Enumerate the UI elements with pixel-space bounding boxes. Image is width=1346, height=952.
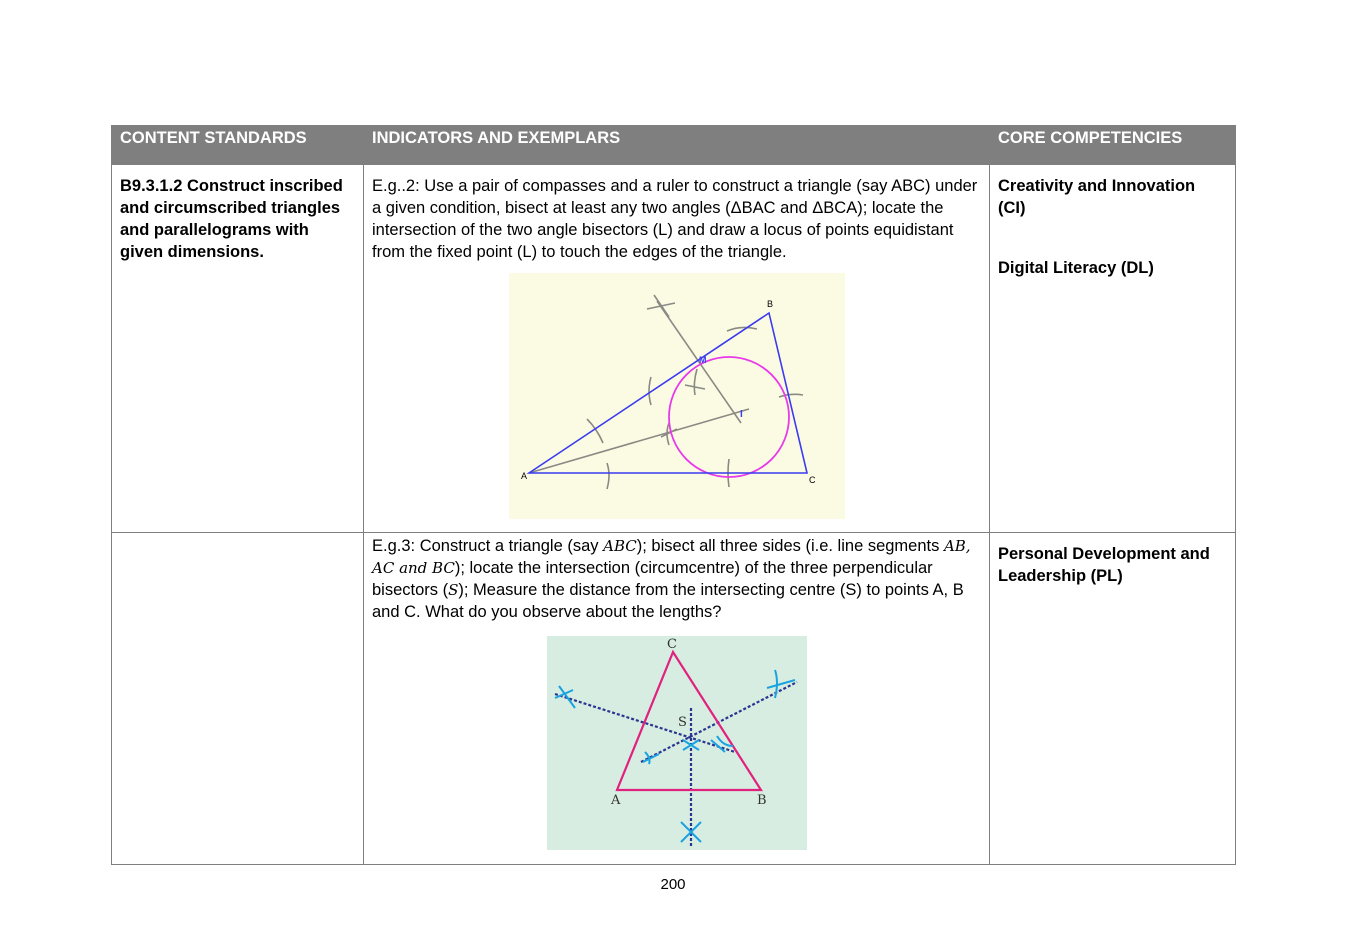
indicator-cell — [364, 533, 990, 865]
competencies-cell — [990, 165, 1236, 533]
vertex-label-b: B — [757, 793, 767, 808]
math-segments: AB, AC and BC — [372, 537, 971, 577]
vertex-label-c: C — [809, 475, 816, 485]
figure-background — [509, 273, 845, 519]
table-row — [112, 165, 1236, 533]
page-number: 200 — [660, 876, 686, 893]
competencies-cell — [990, 533, 1236, 865]
vertex-label-a: A — [611, 793, 621, 808]
circumcentre-construction-figure — [547, 636, 807, 850]
table-header-row — [112, 126, 1236, 165]
curriculum-table — [111, 125, 1236, 865]
header-core-competencies: CORE COMPETENCIES — [990, 126, 1236, 165]
incentre-label-i: I — [740, 409, 743, 420]
circumcentre-construction-diagram — [547, 636, 807, 850]
content-standard-cell — [112, 533, 364, 865]
point-label-m: M — [699, 355, 707, 365]
competency-pl: Personal Development and Leadership (PL) — [998, 545, 1210, 585]
competency-dl: Digital Literacy (DL) — [998, 259, 1154, 277]
vertex-label-a: A — [521, 471, 528, 481]
incircle-construction-figure — [509, 273, 845, 519]
incircle-construction-diagram — [509, 273, 845, 519]
math-abc: ABC — [603, 537, 637, 555]
content-standard-cell — [112, 165, 364, 533]
indicator-cell — [364, 165, 990, 533]
indicator-text: E.g..2: Use a pair of compasses and a ruler to construct a triangle (say ABC) under a given condition, bisect at least any two angles (ΔBAC and ΔBCA); locate the intersection of the two angle bisectors (L) and draw a locus of points equidistant from the fixed point (L) to touch the edges of the triangle. — [372, 177, 978, 261]
header-indicators-exemplars: INDICATORS AND EXEMPLARS — [364, 126, 990, 165]
table-row — [112, 533, 1236, 865]
vertex-label-b: B — [767, 299, 774, 309]
math-s: S — [448, 581, 459, 599]
content-standard-text: B9.3.1.2 Construct inscribed and circumscribed triangles and parallelograms with given dimensions. — [120, 177, 343, 261]
content-standard-text — [112, 533, 363, 543]
circumcentre-label-s: S — [678, 715, 687, 730]
vertex-label-c: C — [667, 637, 677, 652]
indicator-text: E.g.3: Construct a triangle (say ABC); bisect all three sides (i.e. line segments AB, AC and BC); locate the intersection (circumcentre) of the three perpendicular bisectors (S); Measure the distance from the intersecting centre (S) to points A, B and C. What do you observe about the lengths? — [372, 537, 971, 621]
header-content-standards: CONTENT STANDARDS — [112, 126, 364, 165]
competency-ci: Creativity and Innovation (CI) — [998, 177, 1196, 217]
